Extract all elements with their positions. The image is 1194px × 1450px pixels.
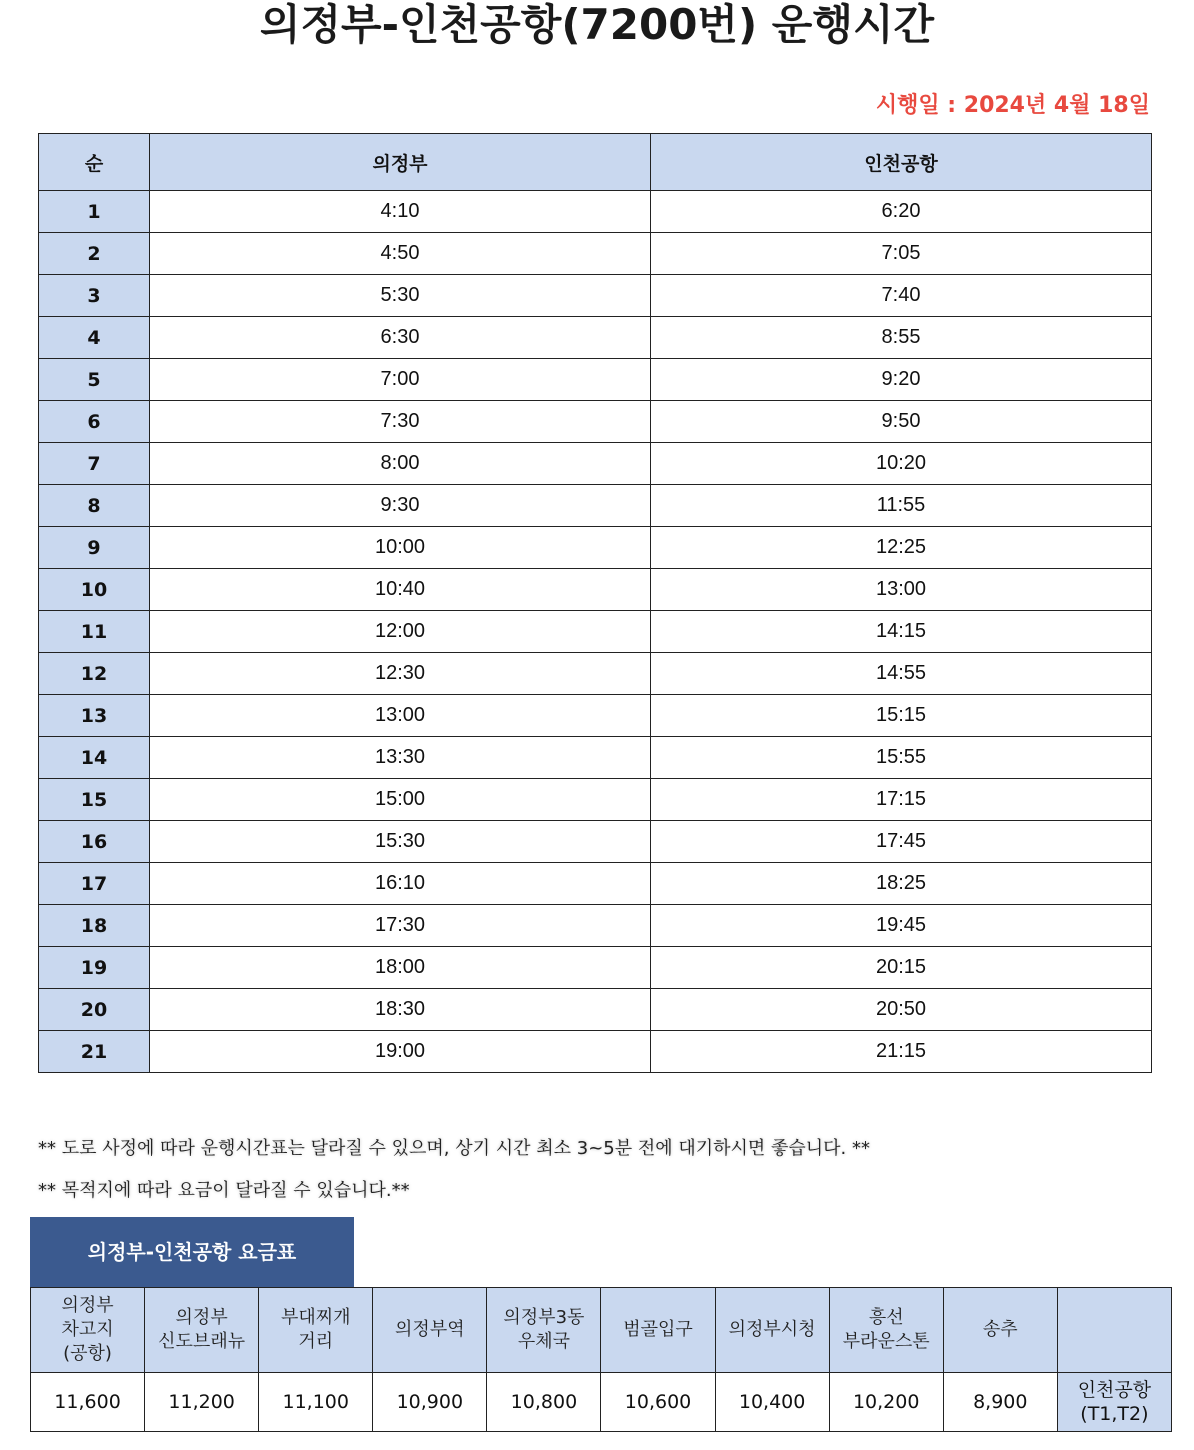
row-number: 8 — [39, 485, 150, 527]
schedule-row — [39, 863, 1152, 905]
row-number: 17 — [39, 863, 150, 905]
row-number: 13 — [39, 695, 150, 737]
airport-time: 20:15 — [651, 947, 1152, 989]
fare-price: 11,600 — [31, 1373, 145, 1432]
fare-stop: 부대찌개 거리 — [259, 1288, 373, 1373]
row-number: 3 — [39, 275, 150, 317]
airport-time: 20:50 — [651, 989, 1152, 1031]
row-number: 10 — [39, 569, 150, 611]
airport-time: 7:40 — [651, 275, 1152, 317]
fare-stop: 의정부 차고지 (공항) — [31, 1288, 145, 1373]
uijeongbu-time: 15:30 — [150, 821, 651, 863]
uijeongbu-time: 7:30 — [150, 401, 651, 443]
airport-time: 9:20 — [651, 359, 1152, 401]
fare-stop: 의정부역 — [373, 1288, 487, 1373]
row-number: 5 — [39, 359, 150, 401]
airport-time: 9:50 — [651, 401, 1152, 443]
header-uijeongbu: 의정부 — [150, 134, 651, 191]
row-number: 19 — [39, 947, 150, 989]
fare-stop: 범골입구 — [601, 1288, 715, 1373]
uijeongbu-time: 8:00 — [150, 443, 651, 485]
schedule-row — [39, 1031, 1152, 1073]
fare-stop: 흥선 부라운스톤 — [829, 1288, 943, 1373]
fare-price: 10,200 — [829, 1373, 943, 1432]
row-number: 21 — [39, 1031, 150, 1073]
schedule-row — [39, 317, 1152, 359]
row-number: 9 — [39, 527, 150, 569]
schedule-row — [39, 191, 1152, 233]
schedule-row — [39, 737, 1152, 779]
row-number: 16 — [39, 821, 150, 863]
airport-time: 18:25 — [651, 863, 1152, 905]
airport-time: 10:20 — [651, 443, 1152, 485]
uijeongbu-time: 6:30 — [150, 317, 651, 359]
row-number: 20 — [39, 989, 150, 1031]
fare-destination: 인천공항 (T1,T2) — [1057, 1373, 1171, 1432]
schedule-row — [39, 233, 1152, 275]
fare-price: 10,800 — [487, 1373, 601, 1432]
uijeongbu-time: 19:00 — [150, 1031, 651, 1073]
uijeongbu-time: 18:00 — [150, 947, 651, 989]
airport-time: 8:55 — [651, 317, 1152, 359]
schedule-row — [39, 695, 1152, 737]
uijeongbu-time: 9:30 — [150, 485, 651, 527]
uijeongbu-time: 16:10 — [150, 863, 651, 905]
uijeongbu-time: 13:30 — [150, 737, 651, 779]
airport-time: 17:45 — [651, 821, 1152, 863]
header-incheon-airport: 인천공항 — [651, 134, 1152, 191]
row-number: 2 — [39, 233, 150, 275]
row-number: 4 — [39, 317, 150, 359]
fare-stop: 의정부시청 — [715, 1288, 829, 1373]
uijeongbu-time: 4:50 — [150, 233, 651, 275]
page-title: 의정부-인천공항(7200번) 운행시간 — [259, 0, 935, 49]
airport-time: 7:05 — [651, 233, 1152, 275]
uijeongbu-time: 5:30 — [150, 275, 651, 317]
airport-time: 21:15 — [651, 1031, 1152, 1073]
airport-time: 19:45 — [651, 905, 1152, 947]
header-number: 순 — [39, 134, 150, 191]
fare-stop: 의정부3동 우체국 — [487, 1288, 601, 1373]
fare-note: ** 목적지에 따라 요금이 달라질 수 있습니다.** — [38, 1180, 410, 1201]
airport-time: 6:20 — [651, 191, 1152, 233]
uijeongbu-time: 17:30 — [150, 905, 651, 947]
airport-time: 14:15 — [651, 611, 1152, 653]
airport-time: 17:15 — [651, 779, 1152, 821]
fare-stop — [1057, 1288, 1171, 1373]
schedule-row — [39, 485, 1152, 527]
schedule-row — [39, 401, 1152, 443]
fare-price: 8,900 — [943, 1373, 1057, 1432]
schedule-row — [39, 821, 1152, 863]
schedule-row — [39, 569, 1152, 611]
fare-price: 10,900 — [373, 1373, 487, 1432]
uijeongbu-time: 7:00 — [150, 359, 651, 401]
row-number: 6 — [39, 401, 150, 443]
uijeongbu-time: 13:00 — [150, 695, 651, 737]
airport-time: 13:00 — [651, 569, 1152, 611]
schedule-row — [39, 611, 1152, 653]
fare-stop: 의정부 신도브래뉴 — [145, 1288, 259, 1373]
fare-price: 11,200 — [145, 1373, 259, 1432]
airport-time: 11:55 — [651, 485, 1152, 527]
fare-price: 11,100 — [259, 1373, 373, 1432]
row-number: 12 — [39, 653, 150, 695]
schedule-row — [39, 905, 1152, 947]
row-number: 11 — [39, 611, 150, 653]
airport-time: 14:55 — [651, 653, 1152, 695]
airport-time: 15:55 — [651, 737, 1152, 779]
schedule-row — [39, 989, 1152, 1031]
fare-table-title: 의정부-인천공항 요금표 — [30, 1217, 354, 1287]
schedule-row — [39, 527, 1152, 569]
uijeongbu-time: 18:30 — [150, 989, 651, 1031]
fare-price: 10,400 — [715, 1373, 829, 1432]
uijeongbu-time: 10:00 — [150, 527, 651, 569]
schedule-row — [39, 947, 1152, 989]
row-number: 7 — [39, 443, 150, 485]
schedule-row — [39, 359, 1152, 401]
schedule-table — [38, 133, 1152, 1073]
uijeongbu-time: 4:10 — [150, 191, 651, 233]
effective-date: 시행일 : 2024년 4월 18일 — [875, 93, 1150, 118]
row-number: 14 — [39, 737, 150, 779]
schedule-row — [39, 275, 1152, 317]
fare-table — [30, 1287, 1172, 1432]
schedule-row — [39, 779, 1152, 821]
row-number: 18 — [39, 905, 150, 947]
uijeongbu-time: 10:40 — [150, 569, 651, 611]
fare-price: 10,600 — [601, 1373, 715, 1432]
row-number: 1 — [39, 191, 150, 233]
uijeongbu-time: 12:00 — [150, 611, 651, 653]
schedule-note: ** 도로 사정에 따라 운행시간표는 달라질 수 있으며, 상기 시간 최소 3~5분 전에 대기하시면 좋습니다. ** — [38, 1138, 870, 1159]
airport-time: 15:15 — [651, 695, 1152, 737]
uijeongbu-time: 12:30 — [150, 653, 651, 695]
schedule-row — [39, 443, 1152, 485]
row-number: 15 — [39, 779, 150, 821]
airport-time: 12:25 — [651, 527, 1152, 569]
uijeongbu-time: 15:00 — [150, 779, 651, 821]
schedule-row — [39, 653, 1152, 695]
fare-stop: 송추 — [943, 1288, 1057, 1373]
